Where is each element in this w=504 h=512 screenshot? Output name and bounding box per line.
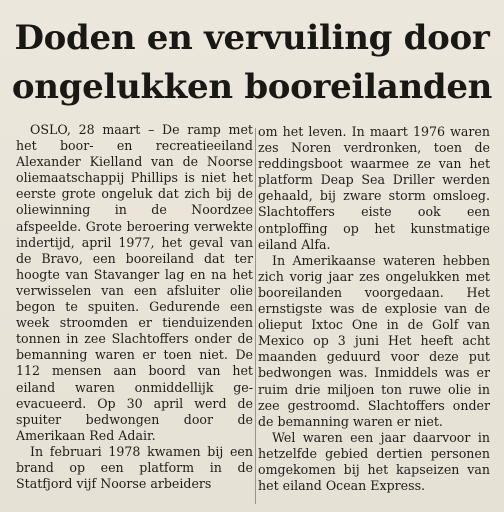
column-divider	[255, 128, 256, 504]
right-paragraph-3: Wel waren een jaar daarvoor in hetzelfde gebied dertien personen omgekomen bij het kapseizen van het eiland Ocean Express.	[258, 429, 490, 494]
left-paragraph-2: In februari 1978 kwamen bij een brand op een platform in de Statfjord vijf Noorse arbeiders	[16, 443, 253, 492]
headline	[0, 14, 504, 112]
left-column	[16, 122, 253, 492]
headline-line-1: Doden en vervuiling door	[14, 18, 490, 58]
right-column	[258, 124, 490, 494]
right-paragraph-1: om het leven. In maart 1976 waren zes Noren verdronken, toen de reddingsboot waarmee ze van het platform Deap Sea Driller werden gehaald, bij zware storm omsloeg. Slachtoffers eiste ook een ontploffing op het kunstmatige eiland Alfa.	[258, 124, 490, 252]
right-paragraph-2: In Amerikaanse wateren hebben zich vorig jaar zes ongelukken met booreilanden voorgedaan. Het ernstigste was de explosie van de olieput Ixtoc One in de Golf van Mexico op 3 juni Het heeft acht maanden geduurd voor deze put bedwongen was. Inmiddels was er ruim drie miljoen ton ruwe olie in zee gestroomd. Slachtoffers onder de bemanning waren er niet.	[258, 252, 490, 429]
headline-line-2: ongelukken booreilanden	[11, 67, 493, 107]
left-paragraph-1: OSLO, 28 maart – De ramp met het boor- en recreatieeiland Alexander Kielland van de Noorse oliemaatschappij Phillips is niet het eerste grote ongeluk dat zich bij de oliewinning in de Noordzee afspeelde. Grote beroering verwekte indertijd, april 1977, het geval van de Bravo, een booreiland dat ter hoogte van Stavanger lag en na het verwisselen van een afsluiter olie begon te spuiten. Gedurende een week stroomden er tienduizenden tonnen in zee Slachtoffers onder de bemanning waren er toen niet. De 112 mensen aan boord van het eiland waren onmiddellijk geevacueerd. Op 30 april werd de spuiter bedwongen door de Amerikaan Red Adair.	[16, 122, 253, 443]
